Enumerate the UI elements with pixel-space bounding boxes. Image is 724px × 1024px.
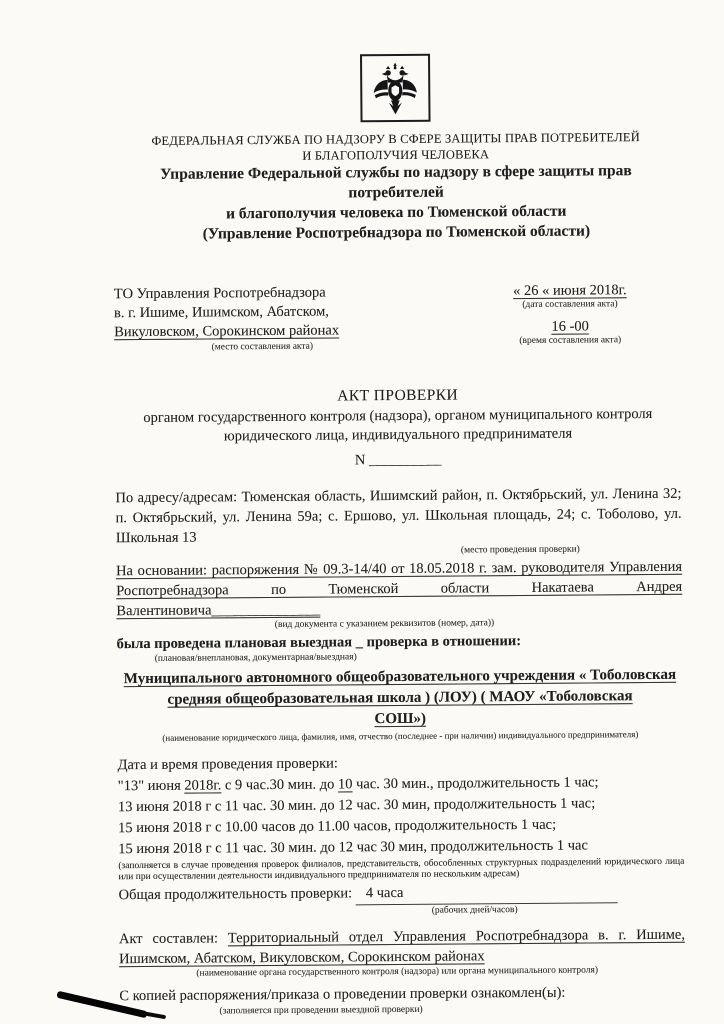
document-title: АКТ ПРОВЕРКИ	[337, 386, 459, 405]
act-time-value: 16 -00	[551, 318, 589, 335]
schedule-date-1-seg3: час. 30 мин., продолжительность 1 час;	[352, 774, 599, 793]
schedule-caption: (заполняется в случае проведения проверок филиалов, представительств, обособленных структурных подразделений юридического лица или при осуществлении деятельности индивидуального предпринимателя по нескольким адресам)	[118, 856, 685, 883]
schedule-date-1-hour: 10	[337, 776, 353, 793]
total-duration-line	[119, 881, 685, 907]
organization-name-line2: средняя общеобразовательная школа ) (ЛОУ) ( МАОУ «Тоболовская	[167, 688, 633, 708]
agency-name-line1: ФЕДЕРАЛЬНАЯ СЛУЖБА ПО НАДЗОРУ В СФЕРЕ ЗАЩИТЫ ПРАВ ПОТРЕБИТЕЛЕЙ	[151, 130, 640, 148]
coat-of-arms-box	[360, 54, 431, 123]
schedule-date-3: 15 июня 2018 г с 10.00 часов до 11.00 часов, продолжительность 1 час;	[118, 816, 557, 837]
copy-acknowledged-line: С копией распоряжения/приказа о проведении проверки ознакомлен(ы):	[119, 984, 566, 1005]
act-date-caption: (дата составления акта)	[522, 299, 618, 311]
basis-caption: (вид документа с указанием реквизитов (номер, дата))	[274, 618, 495, 630]
check-type-line: была проведена плановая выездная _ проверка в отношении:	[116, 633, 522, 653]
schedule-date-1-seg2: с 9 час.30 мин. до	[221, 776, 339, 794]
schedule-label: Дата и время проведения проверки:	[117, 755, 338, 774]
organization-name-line1: Муниципального автономного общеобразовательного учреждения « Тоболовская	[123, 666, 677, 688]
organization-caption: (наименование юридического лица, фамилия, имя, отчество (последнее - при наличии) индивидуального предпринимателя)	[162, 729, 639, 743]
check-type-caption: (плановая/внеплановая, документарная/выездная)	[154, 652, 357, 664]
act-composed-label: Акт составлен:	[118, 930, 228, 948]
act-composed-caption: (наименование органа государственного контроля (надзора) или органа муниципального контроля)	[196, 965, 599, 979]
place-of-act-block	[114, 283, 411, 357]
coat-of-arms-icon	[368, 61, 422, 114]
office-name-line2: потребителей	[348, 183, 444, 202]
office-name-line4: (Управление Роспотребнадзора по Тюменской области)	[202, 222, 591, 243]
act-date-value: « 26 « июня 2018г.	[513, 282, 627, 300]
basis-paragraph: На основании: распоряжения № 09.3-14/40 от 18.05.2018 г. зам. руководителя Управления Роспотребнадзора по Тюменской области Накатаева Андрея Валентиновича_______________	[115, 558, 683, 620]
office-name-line1: Управление Федеральной службы по надзору в сфере защиты прав	[160, 162, 632, 183]
address-paragraph: По адресу/адресам: Тюменская область, Ишимский район, п. Октябрьский, ул. Ленина 32; п. Октябрьский, ул. Ленина 59а; с. Ершово, ул. Школьная площадь, 24; с. Тоболово, ул. Школьная 13	[115, 485, 682, 547]
document-title-block	[115, 383, 682, 472]
copy-acknowledged-caption: (заполняется при проведении выездной проверки)	[219, 1004, 423, 1017]
organization-name-line3: СОШ»)	[374, 710, 427, 728]
act-composed-value: Территориальный отдел Управления Роспотребнадзора в. г. Ишиме, Ишимском, Абатском, Викуловском, Сорокинском районах	[119, 926, 685, 968]
schedule-date-4: 15 июня 2018 г с 11 час. 30 мин. до 12 час 30 мин, продолжительность 1 час	[118, 837, 588, 858]
agency-name-line2: И БЛАГОПОЛУЧИЯ ЧЕЛОВЕКА	[302, 146, 490, 163]
document-content	[112, 52, 686, 1018]
organization-name-block	[117, 665, 683, 732]
act-time-caption: (время составления акта)	[519, 335, 622, 347]
place-line3: Викуловском, Сорокинском районах	[114, 322, 340, 341]
schedule-date-2: 13 июня 2018 г с 11 час. 30 мин. до 12 час. 30 мин, продолжительность 1 час;	[117, 795, 596, 816]
meta-row	[114, 281, 681, 357]
document-title-line2: органом государственного контроля (надзора), органом муниципального контроля	[143, 405, 653, 426]
schedule-date-1-seg1: "13" июня	[117, 777, 185, 795]
office-name-line3: и благополучия человека по Тюменской области	[225, 202, 567, 223]
place-caption: (место составления акта)	[211, 341, 314, 353]
place-line2: в. г. Ишиме, Ишимском, Абатском,	[113, 303, 329, 322]
total-duration-value: 4 часа	[356, 881, 618, 905]
act-composed-paragraph	[119, 925, 685, 969]
document-number: N __________	[354, 451, 442, 469]
document-title-line3: юридического лица, индивидуального предпринимателя	[223, 425, 573, 445]
date-time-block	[460, 281, 681, 355]
address-caption: (место проведения проверки)	[460, 544, 580, 556]
total-duration-label: Общая продолжительность проверки:	[118, 885, 353, 904]
total-duration-caption: (рабочих дней/часов)	[431, 905, 518, 916]
place-line1: ТО Управления Роспотребнадзора	[113, 284, 326, 303]
schedule-date-1-year: 2018г.	[184, 777, 222, 794]
